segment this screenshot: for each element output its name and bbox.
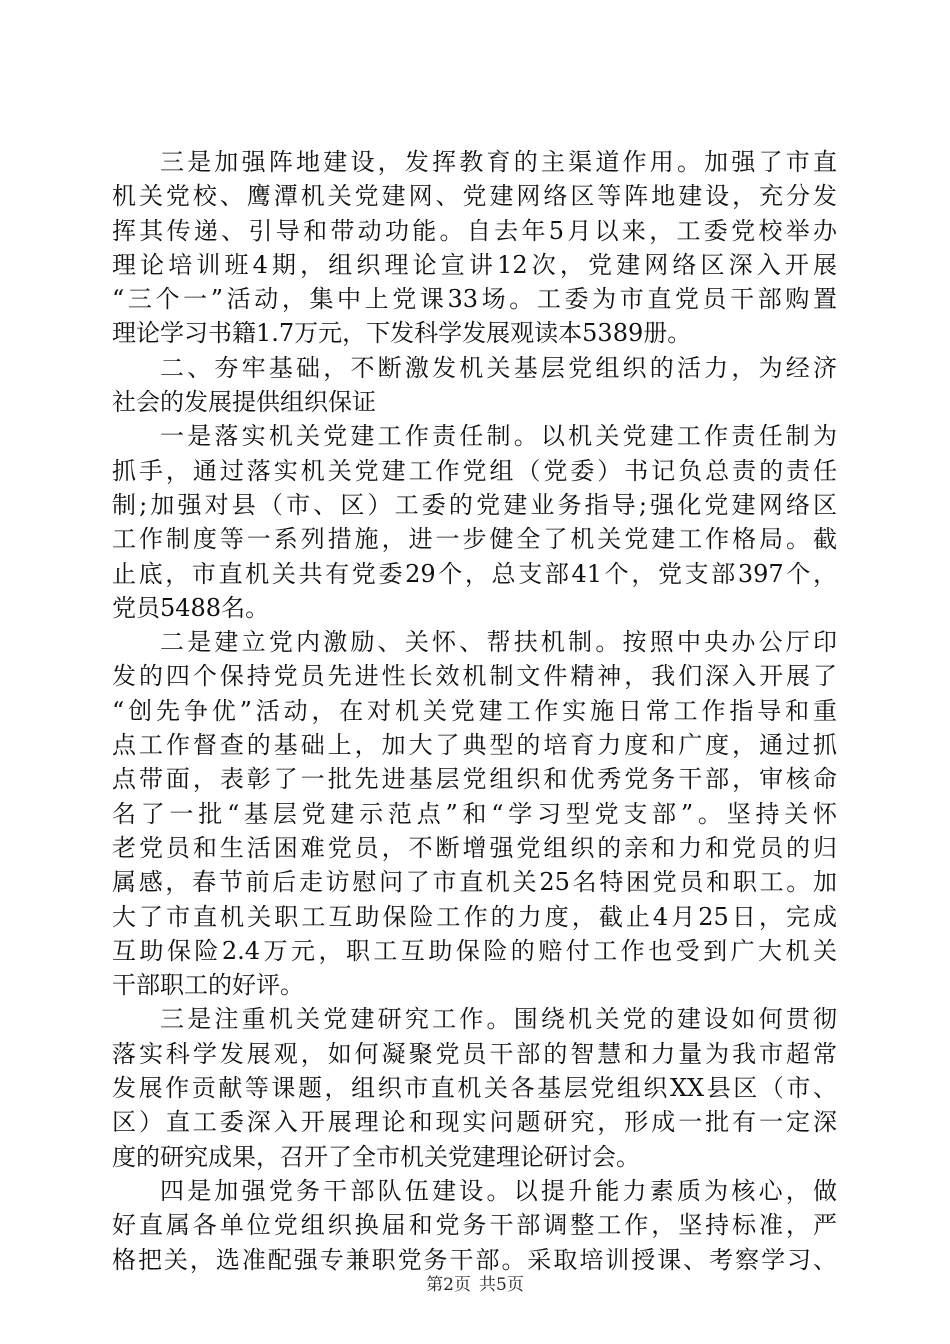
paragraph-line: 党员5488名。 bbox=[112, 593, 270, 622]
paragraph-line: 三是加强阵地建设，发挥教育的主渠道作用。加强了市直 bbox=[160, 148, 837, 176]
paragraph-line: 挥其传递、引导和带动功能。自去年5月以来，工委党校举办 bbox=[112, 216, 837, 245]
paragraph-line: 干部职工的好评。 bbox=[112, 971, 304, 1000]
paragraph-line: 点工作督查的基础上，加大了典型的培育力度和广度，通过抓 bbox=[112, 731, 837, 760]
paragraph-line: 区）直工委深入开展理论和现实问题研究，形成一批有一定深 bbox=[112, 1108, 837, 1137]
paragraph-line: 度的研究成果，召开了全市机关党建理论研讨会。 bbox=[112, 1142, 640, 1171]
paragraph-line: 名了一批“基层党建示范点”和“学习型党支部”。坚持关怀 bbox=[112, 799, 837, 828]
paragraph-line: 大了市直机关职工互助保险工作的力度，截止4月25日，完成 bbox=[112, 902, 837, 931]
paragraph-line: 止底，市直机关共有党委29个，总支部41个，党支部397个， bbox=[112, 559, 837, 588]
paragraph-line: 老党员和生活困难党员，不断增强党组织的亲和力和党员的归 bbox=[112, 833, 837, 862]
paragraph-line: 发展作贡献等课题，组织市直机关各基层党组织XX县区（市、 bbox=[112, 1074, 837, 1103]
paragraph-line: 抓手，通过落实机关党建工作党组（党委）书记负总责的责任 bbox=[112, 456, 837, 485]
page-number: 第2页 bbox=[426, 1275, 471, 1295]
paragraph-line: 理论培训班4期，组织理论宣讲12次，党建网络区深入开展 bbox=[112, 250, 837, 279]
paragraph-line: “三个一”活动，集中上党课33场。工委为市直党员干部购置 bbox=[112, 285, 837, 314]
paragraph-line: 发的四个保持党员先进性长效机制文件精神，我们深入开展了 bbox=[112, 662, 837, 691]
paragraph-line: 属感，春节前后走访慰问了市直机关25名特困党员和职工。加 bbox=[112, 868, 837, 897]
paragraph-line: 格把关，选准配强专兼职党务干部。采取培训授课、考察学习、 bbox=[112, 1245, 837, 1274]
paragraph-line: 二是建立党内激励、关怀、帮扶机制。按照中央办公厅印 bbox=[160, 628, 837, 657]
section-heading-line: 二、夯牢基础，不断激发机关基层党组织的活力，为经济 bbox=[160, 353, 837, 382]
paragraph-line: 理论学习书籍1.7万元，下发科学发展观读本5389册。 bbox=[112, 319, 692, 348]
paragraph-line: 点带面，表彰了一批先进基层党组织和优秀党务干部，审核命 bbox=[112, 765, 837, 794]
paragraph-line: 落实科学发展观，如何凝聚党员干部的智慧和力量为我市超常 bbox=[112, 1039, 837, 1068]
page-footer bbox=[0, 1270, 950, 1295]
paragraph-line: “创先争优”活动，在对机关党建工作实施日常工作指导和重 bbox=[112, 696, 837, 725]
paragraph-line: 互助保险2.4万元，职工互助保险的赔付工作也受到广大机关 bbox=[112, 936, 837, 965]
paragraph-line: 工作制度等一系列措施，进一步健全了机关党建工作格局。截 bbox=[112, 525, 837, 554]
paragraph-line: 三是注重机关党建研究工作。围绕机关党的建设如何贯彻 bbox=[160, 1005, 837, 1034]
paragraph-line: 制;加强对县（市、区）工委的党建业务指导;强化党建网络区 bbox=[112, 490, 837, 519]
page-total: 共5页 bbox=[479, 1275, 524, 1295]
document-body bbox=[112, 145, 837, 1277]
paragraph-line: 一是落实机关党建工作责任制。以机关党建工作责任制为 bbox=[160, 422, 837, 451]
section-heading-line: 社会的发展提供组织保证 bbox=[112, 388, 376, 417]
paragraph-line: 四是加强党务干部队伍建设。以提升能力素质为核心，做 bbox=[160, 1176, 837, 1205]
paragraph-line: 好直属各单位党组织换届和党务干部调整工作，坚持标准，严 bbox=[112, 1211, 837, 1240]
paragraph-line: 机关党校、鹰潭机关党建网、党建网络区等阵地建设，充分发 bbox=[112, 182, 837, 211]
